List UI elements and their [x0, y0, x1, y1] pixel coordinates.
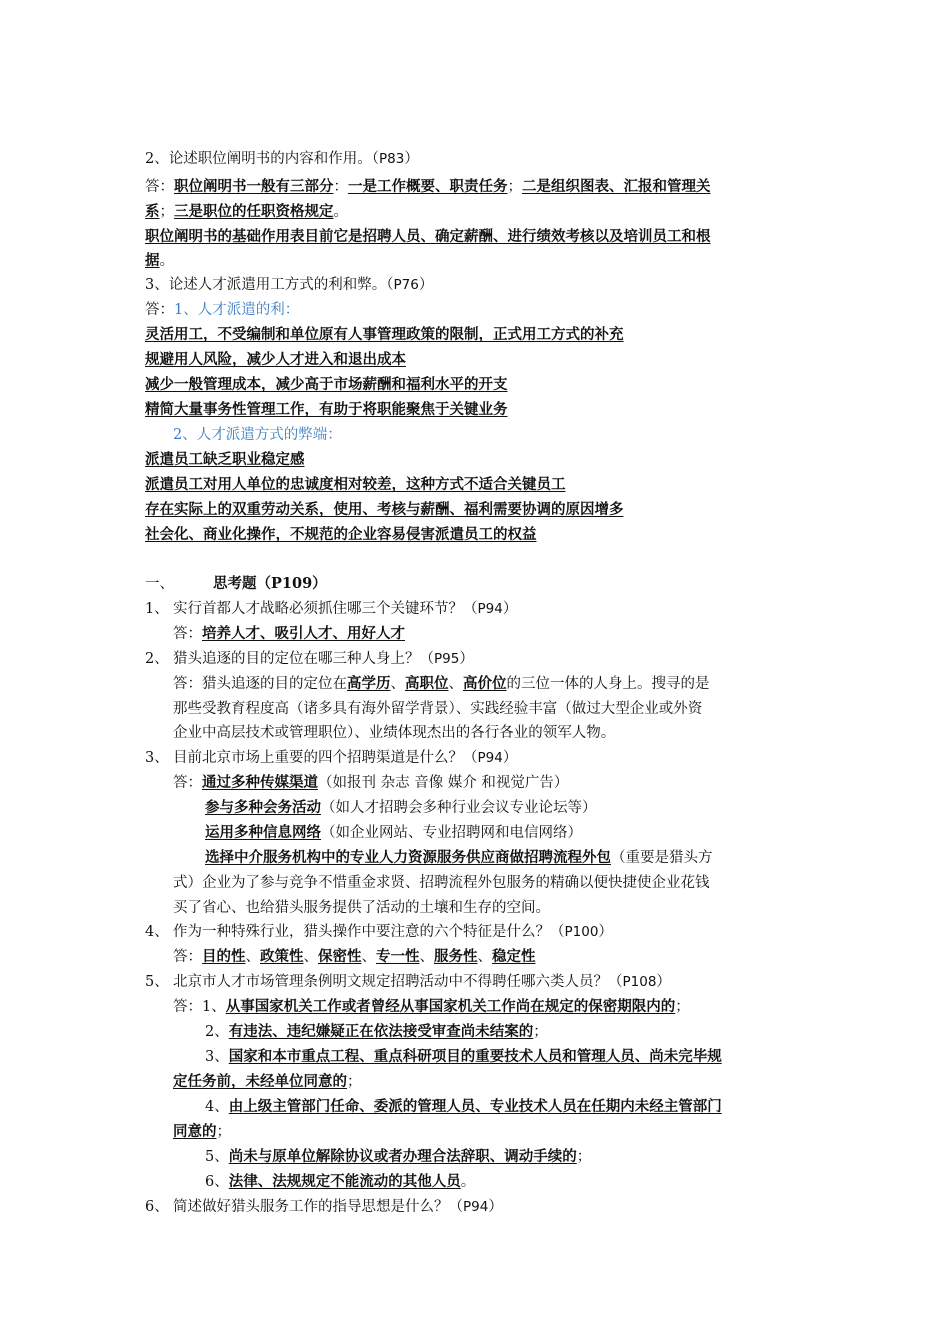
question-t2-answer-line-3: 企业中高层技术或管理职位）、业绩体现杰出的各行各业的领军人物。 — [173, 725, 616, 741]
section-heading: 一、 思考题（P109） — [145, 575, 327, 592]
question-2-answer-line-1: 答：职位阐明书一般有三部分：一是工作概要、职责任务；二是组织图表、汇报和管理关 — [145, 178, 711, 195]
question-2-answer-line-4: 据。 — [145, 252, 174, 269]
question-t1: 1、 实行首都人才战略必须抓住哪三个关键环节？（P94） — [145, 601, 518, 617]
restriction-item: 6、法律、法规规定不能流动的其他人员。 — [205, 1173, 476, 1190]
restriction-item: 答：1、从事国家机关工作或者曾经从事国家机关工作尚在规定的保密期限内的； — [173, 998, 690, 1015]
channel-item: 参与多种会务活动（如人才招聘会多种行业会议专业论坛等） — [205, 799, 597, 816]
pro-item: 减少一般管理成本，减少高于市场薪酬和福利水平的开支 — [145, 376, 508, 393]
question-2-answer-line-3: 职位阐明书的基础作用表目前它是招聘人员、确定薪酬、进行绩效考核以及培训员工和根 — [145, 228, 711, 245]
restriction-item: 2、有违法、违纪嫌疑正在依法接受审查尚未结案的； — [205, 1023, 548, 1040]
channel-item: 答：通过多种传媒渠道（如报刊 杂志 音像 媒介 和视觉广告） — [173, 774, 569, 791]
restriction-item-continuation: 定任务前，未经单位同意的； — [173, 1073, 362, 1090]
question-t3: 3、 目前北京市场上重要的四个招聘渠道是什么？（P94） — [145, 750, 518, 766]
question-t2-answer-line-2: 那些受教育程度高（诸多具有海外留学背景）、实践经验丰富（做过大型企业或外资 — [173, 701, 703, 717]
question-t5: 5、 北京市人才市场管理条例明文规定招聘活动中不得聘任哪六类人员？（P108） — [145, 974, 671, 990]
con-item: 存在实际上的双重劳动关系，使用、考核与薪酬、福利需要协调的原因增多 — [145, 501, 624, 518]
question-t1-answer: 答：培养人才、吸引人才、用好人才 — [173, 625, 405, 642]
question-t6: 6、 简述做好猎头服务工作的指导思想是什么？（P94） — [145, 1199, 503, 1215]
pro-item: 规避用人风险，减少人才进入和退出成本 — [145, 351, 406, 368]
con-item: 派遣员工缺乏职业稳定感 — [145, 451, 305, 468]
channel-item: 选择中介服务机构中的专业人力资源服务供应商做招聘流程外包（重要是猎头方 — [205, 849, 713, 866]
question-3-con-heading: 2、人才派遣方式的弊端： — [173, 427, 342, 443]
channel-item-continuation: 买了省心、也给猎头服务提供了活动的土壤和生存的空间。 — [173, 900, 550, 916]
question-t4: 4、 作为一种特殊行业，猎头操作中要注意的六个特征是什么？（P100） — [145, 924, 613, 940]
question-t2: 2、 猎头追逐的目的定位在哪三种人身上？（P95） — [145, 651, 474, 667]
question-2-answer-line-2: 系；三是职位的任职资格规定。 — [145, 203, 348, 220]
question-3-pro-heading: 答：1、人才派遣的利： — [145, 302, 300, 318]
restriction-item: 5、尚未与原单位解除协议或者办理合法辞职、调动手续的； — [205, 1148, 592, 1165]
channel-item-continuation: 式）企业为了参与竞争不惜重金求贤、招聘流程外包服务的精确以便快捷使企业花钱 — [173, 875, 710, 891]
pro-item: 灵活用工，不受编制和单位原有人事管理政策的限制，正式用工方式的补充 — [145, 326, 624, 343]
question-3-title: 3、论述人才派遣用工方式的利和弊。（P76） — [145, 277, 434, 293]
con-item: 社会化、商业化操作，不规范的企业容易侵害派遣员工的权益 — [145, 526, 537, 543]
channel-item: 运用多种信息网络（如企业网站、专业招聘网和电信网络） — [205, 824, 582, 841]
con-item: 派遣员工对用人单位的忠诚度相对较差，这种方式不适合关键员工 — [145, 476, 566, 493]
restriction-item: 4、由上级主管部门任命、委派的管理人员、专业技术人员在任期内未经主管部门 — [205, 1098, 722, 1115]
restriction-item-continuation: 同意的； — [173, 1123, 231, 1140]
question-t2-answer-line-1: 答：猎头追逐的目的定位在高学历、高职位、高价位的三位一体的人身上。搜寻的是 — [173, 675, 710, 692]
question-2-title: 2、论述职位阐明书的内容和作用。（P83） — [145, 151, 419, 167]
question-t4-answer: 答：目的性、政策性、保密性、专一性、服务性、稳定性 — [173, 948, 536, 965]
pro-item: 精简大量事务性管理工作，有助于将职能聚焦于关键业务 — [145, 401, 508, 418]
restriction-item: 3、国家和本市重点工程、重点科研项目的重要技术人员和管理人员、尚未完毕规 — [205, 1048, 722, 1065]
